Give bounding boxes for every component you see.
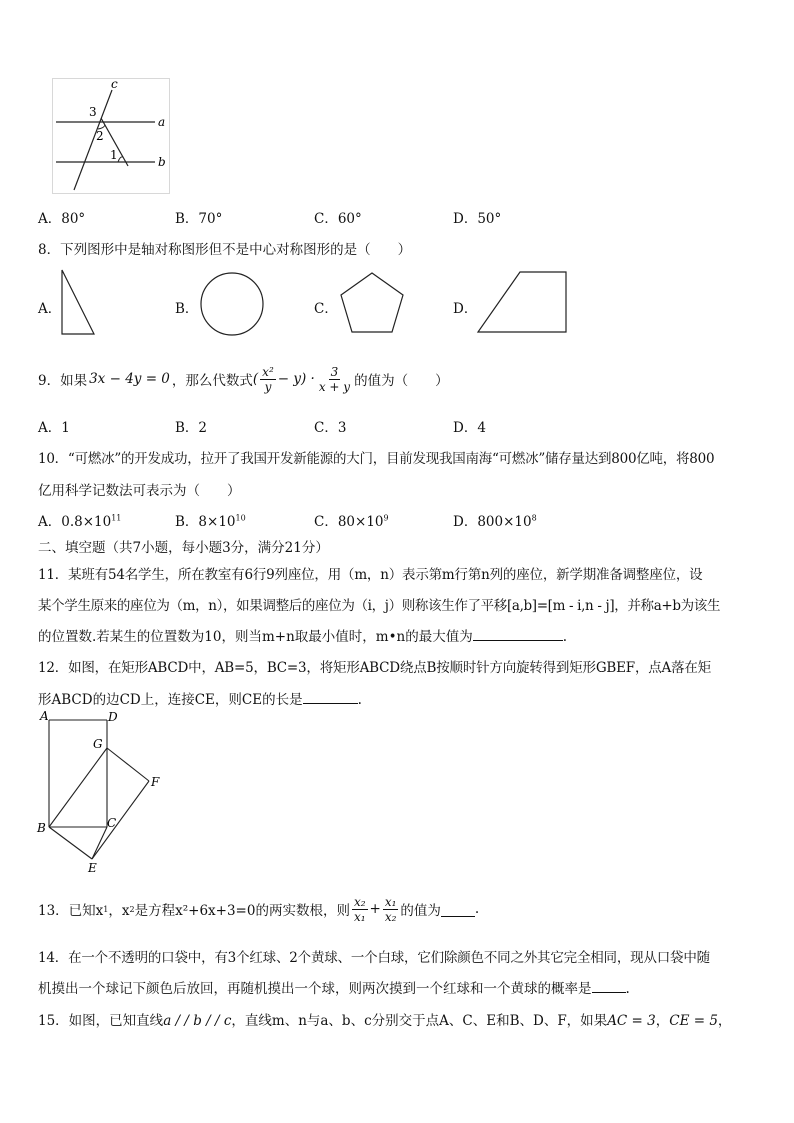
q10-option-a[interactable]	[38, 510, 121, 530]
q8-option-d-label[interactable]: D．	[453, 301, 478, 317]
q9-frac1-denominator: y	[264, 379, 272, 394]
q9-fraction-2	[317, 365, 352, 394]
q10-option-a-exp: 11	[111, 513, 122, 523]
segment-be	[49, 827, 92, 859]
q15-middle: ，直线m、n与a、b、c分别交于点A、C、E和B、D、F，如果	[231, 1013, 608, 1029]
q10-option-d-base: D．800×10	[453, 514, 532, 530]
q8-option-c-label[interactable]: C．	[314, 301, 338, 317]
q12-line2-text: 形ABCD的边CD上，连接CE，则CE的长是	[38, 692, 303, 708]
label-F: F	[151, 775, 160, 789]
q13-answer-blank[interactable]	[441, 902, 475, 917]
q14-answer-blank[interactable]	[592, 978, 626, 993]
q7-option-a[interactable]: A．80°	[38, 211, 86, 227]
q9-option-c[interactable]: C．3	[314, 420, 347, 436]
q8-trapezoid-shape	[474, 270, 570, 336]
q10-option-c-base: C．80×10	[314, 514, 384, 530]
q9-fraction-1	[260, 365, 276, 394]
q15-stem	[38, 1009, 731, 1029]
q9-paren-open: (	[252, 371, 259, 387]
q9-minus-y: − y) ·	[277, 371, 315, 387]
label-B: B	[37, 821, 46, 835]
q8-circle-shape	[198, 270, 266, 338]
q13-frac1-denominator: x₁	[353, 909, 366, 924]
label-angle3: 3	[89, 105, 97, 119]
label-C: C	[107, 816, 117, 830]
q12-line1: 12．如图，在矩形ABCD中，AB=5，BC=3，将矩形ABCD绕点B按顺时针方向旋转得到矩形GBEF，点A落在矩	[38, 660, 711, 676]
q13-sub1: 1	[103, 904, 109, 914]
q11-line3	[38, 625, 567, 645]
q12-end: .	[357, 692, 362, 708]
q7-option-d[interactable]: D．50°	[453, 211, 502, 227]
q9-prefix: 9．如果	[38, 373, 88, 389]
q9-condition: 3x − 4y = 0	[89, 371, 170, 387]
q13-end: .	[474, 901, 480, 917]
q9-frac2-numerator: 3	[330, 364, 339, 379]
label-a: a	[158, 115, 166, 129]
q7-figure	[52, 78, 172, 196]
q10-line1: 10．“可燃冰”的开发成功，拉开了我国开发新能源的大门，目前发现我国南海“可燃冰”储存量达到800亿吨，将800	[38, 451, 715, 467]
q10-option-b[interactable]	[175, 510, 246, 530]
q8-option-b-label[interactable]: B．	[175, 301, 199, 317]
q13-frac2-denominator: x₂	[384, 909, 397, 924]
q10-option-b-base: B．8×10	[175, 514, 236, 530]
q13-fraction-1	[352, 895, 368, 924]
q8-stem: 8．下列图形中是轴对称图形但不是中心对称图形的是（ ）	[38, 242, 412, 258]
label-A: A	[40, 709, 49, 723]
segment-bg	[49, 748, 107, 827]
q9-option-b[interactable]: B．2	[175, 420, 208, 436]
q11-answer-blank[interactable]	[473, 626, 563, 641]
q13-suffix: 的值为	[400, 903, 441, 919]
q12-line2	[38, 688, 362, 708]
q9-frac1-numerator: x²	[262, 364, 274, 379]
segment-ce	[92, 827, 107, 859]
q8-right-triangle-shape	[58, 268, 100, 338]
label-angle2: 2	[96, 129, 104, 143]
q11-line1: 11．某班有54名学生，所在教室有6行9列座位，用（m，n）表示第m行第n列的座位，新学期准备调整座位，设	[38, 567, 703, 583]
q9-suffix: 的值为（ ）	[354, 373, 449, 389]
q14-line2	[38, 977, 630, 997]
label-angle1: 1	[110, 148, 118, 162]
q14-line2-text: 机摸出一个球记下颜色后放回，再随机摸出一个球，则两次摸到一个红球和一个黄球的概率是	[38, 981, 592, 997]
q14-line1: 14．在一个不透明的口袋中，有3个红球、2个黄球、一个白球，它们除颜色不同之外其它完全相同，现从口袋中随	[38, 950, 710, 966]
q9-middle: ，那么代数式	[171, 373, 253, 389]
q13-prefix: 13．已知x	[38, 903, 104, 919]
q13-middle: 是方程x²+6x+3=0的两实数根，则	[134, 903, 350, 919]
q8-option-a-label[interactable]: A．	[38, 301, 62, 317]
q11-line2: 某个学生原来的座位为（m，n），如果调整后的座位为（i，j）则称该生作了平移[a,b]=[m - i,n - j]，并称a+b为该生	[38, 598, 721, 614]
q10-option-d[interactable]	[453, 510, 537, 530]
q15-cond1: AC = 3	[607, 1013, 656, 1029]
q11-line3-text: 的位置数.若某生的位置数为10，则当m+n取最小值时，m•n的最大值为	[38, 629, 473, 645]
q10-option-a-base: A．0.8×10	[38, 514, 112, 530]
q10-option-d-exp: 8	[531, 513, 537, 523]
q15-prefix: 15．如图，已知直线	[38, 1013, 164, 1029]
q15-end: ，	[717, 1013, 732, 1029]
label-E: E	[88, 861, 97, 875]
segment-gf	[107, 748, 149, 781]
q14-end: .	[625, 981, 630, 997]
q8-pentagon-shape	[337, 270, 407, 336]
angle-1-arc	[118, 157, 123, 162]
label-b: b	[158, 155, 166, 169]
q13-plus: +	[369, 901, 381, 917]
q9-stem	[38, 356, 449, 402]
q9-option-d[interactable]: D．4	[453, 420, 486, 436]
q10-option-b-exp: 10	[235, 513, 246, 523]
q9-option-a[interactable]: A．1	[38, 420, 70, 436]
q15-comma: ，	[655, 1013, 670, 1029]
q10-option-c[interactable]	[314, 510, 389, 530]
q12-answer-blank[interactable]	[303, 689, 358, 704]
q15-parallel: a / / b / / c	[163, 1013, 232, 1029]
q10-option-c-exp: 9	[383, 513, 389, 523]
q13-fraction-2	[383, 895, 399, 924]
q7-option-c[interactable]: C．60°	[314, 211, 362, 227]
label-D: D	[108, 710, 118, 724]
q7-option-b[interactable]: B．70°	[175, 211, 223, 227]
q13-frac1-numerator: x₂	[353, 894, 366, 909]
label-G: G	[93, 737, 103, 751]
q11-end: .	[562, 629, 568, 645]
q13-sub2: 2	[129, 904, 135, 914]
q13-sep: ，x	[108, 903, 130, 919]
label-c: c	[111, 78, 118, 91]
q13-frac2-numerator: x₁	[384, 894, 397, 909]
q10-line2: 亿用科学记数法可表示为（ ）	[38, 483, 241, 499]
q9-frac2-denominator: x + y	[318, 379, 351, 394]
segment-fe	[92, 781, 149, 859]
section2-title: 二、填空题（共7小题，每小题3分，满分21分）	[38, 540, 329, 556]
q13-stem	[38, 888, 479, 930]
q12-figure	[34, 708, 164, 876]
q15-cond2: CE = 5	[669, 1013, 718, 1029]
